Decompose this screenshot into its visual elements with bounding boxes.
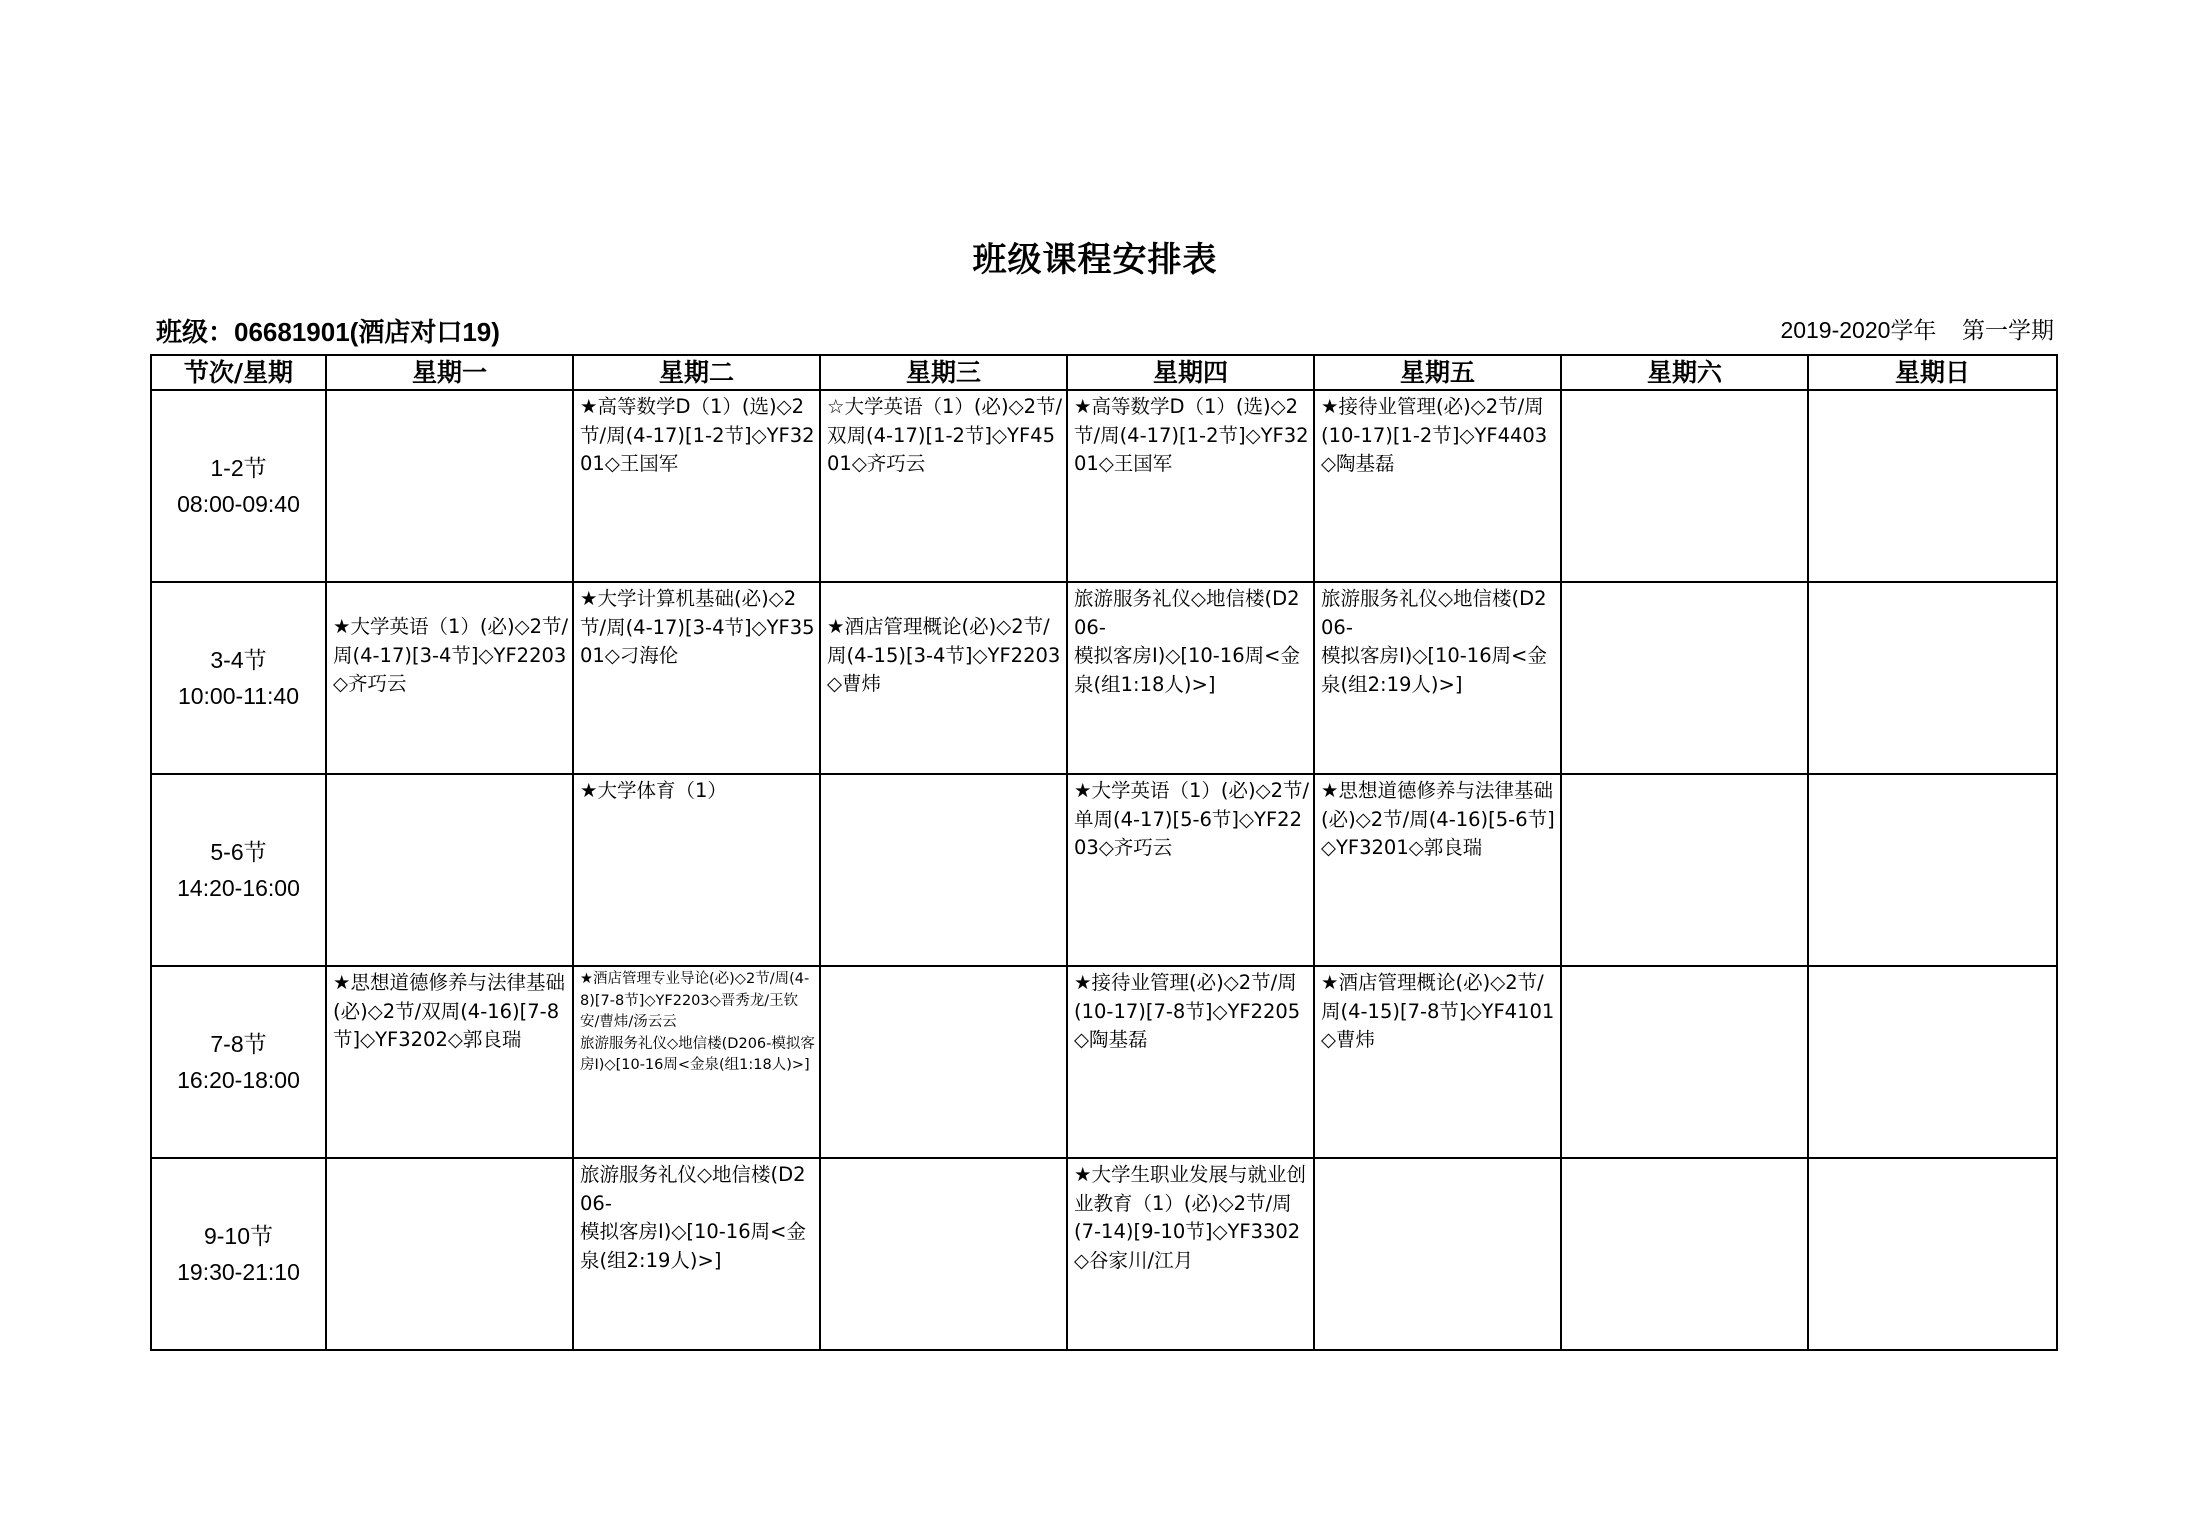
course-text: ★高等数学D（1）(选)◇2节/周(4-17)[1-2节]◇YF3201◇王国军 — [1074, 395, 1309, 475]
header-monday: 星期一 — [326, 355, 573, 390]
course-text — [1562, 391, 1807, 393]
course-cell-sat — [1561, 390, 1808, 582]
course-text: ★大学英语（1）(必)◇2节/单周(4-17)[5-6节]◇YF2203◇齐巧云 — [1074, 779, 1310, 859]
course-text — [1562, 583, 1807, 585]
period-time: 19:30-21:10 — [177, 1259, 300, 1285]
course-text — [1809, 967, 2056, 969]
course-cell-fri — [1314, 1158, 1561, 1350]
course-cell-mon — [326, 966, 573, 1158]
course-cell-wed — [820, 966, 1067, 1158]
header-thursday: 星期四 — [1067, 355, 1314, 390]
course-text — [327, 391, 572, 393]
course-text — [821, 1159, 1066, 1161]
course-text: ☆大学英语（1）(必)◇2节/双周(4-17)[1-2节]◇YF4501◇齐巧云 — [827, 395, 1063, 475]
course-cell-tue — [573, 966, 820, 1158]
course-text: ★大学英语（1）(必)◇2节/周(4-17)[3-4节]◇YF2203◇齐巧云 — [333, 615, 569, 695]
course-cell-thu — [1067, 774, 1314, 966]
header-wednesday: 星期三 — [820, 355, 1067, 390]
header-tuesday: 星期二 — [573, 355, 820, 390]
class-info: 班级：06681901(酒店对口19) — [156, 317, 500, 347]
period-label: 3-4节 — [210, 647, 267, 673]
course-cell-tue — [573, 1158, 820, 1350]
course-cell-fri — [1314, 774, 1561, 966]
course-text: ★接待业管理(必)◇2节/周(10-17)[7-8节]◇YF2205◇陶基磊 — [1074, 971, 1301, 1051]
course-text — [327, 775, 572, 777]
schedule-table — [150, 354, 2058, 1351]
course-cell-wed — [820, 1158, 1067, 1350]
course-text: ★思想道德修养与法律基础(必)◇2节/双周(4-16)[7-8节]◇YF3202◇郭良瑞 — [333, 971, 565, 1051]
course-text: ★酒店管理概论(必)◇2节/周(4-15)[7-8节]◇YF4101◇曹炜 — [1321, 971, 1555, 1051]
course-cell-wed — [820, 774, 1067, 966]
course-cell-thu — [1067, 390, 1314, 582]
course-text — [821, 967, 1066, 969]
table-row — [151, 774, 2057, 966]
course-text: ★酒店管理概论(必)◇2节/周(4-15)[3-4节]◇YF2203◇曹炜 — [827, 615, 1061, 695]
period-cell — [151, 774, 326, 966]
course-text — [1809, 583, 2056, 585]
course-cell-sun — [1808, 1158, 2057, 1350]
period-time: 16:20-18:00 — [177, 1067, 300, 1093]
course-text: 旅游服务礼仪◇地信楼(D206- 模拟客房Ⅰ)◇[10-16周<金泉(组2:19人)>] — [1321, 587, 1547, 696]
course-cell-mon — [326, 774, 573, 966]
course-text — [1562, 967, 1807, 969]
header-period: 节次/星期 — [151, 355, 326, 390]
period-label: 9-10节 — [203, 1223, 274, 1249]
course-cell-fri — [1314, 390, 1561, 582]
period-label: 7-8节 — [210, 1031, 267, 1057]
course-cell-fri — [1314, 966, 1561, 1158]
course-cell-mon — [326, 390, 573, 582]
course-cell-thu — [1067, 1158, 1314, 1350]
course-text — [1809, 391, 2056, 393]
course-text: 旅游服务礼仪◇地信楼(D206- 模拟客房Ⅰ)◇[10-16周<金泉(组1:18人)>] — [1074, 587, 1300, 696]
course-cell-fri — [1314, 582, 1561, 774]
period-label: 1-2节 — [210, 455, 267, 481]
course-text: ★大学体育（1） — [580, 779, 727, 802]
course-text: ★大学计算机基础(必)◇2节/周(4-17)[3-4节]◇YF3501◇刁海伦 — [580, 587, 815, 667]
period-time: 08:00-09:40 — [177, 491, 300, 517]
course-text: 旅游服务礼仪◇地信楼(D206- 模拟客房Ⅰ)◇[10-16周<金泉(组2:19人)>] — [580, 1163, 806, 1272]
course-text — [821, 775, 1066, 777]
course-text — [327, 1159, 572, 1161]
course-text — [1315, 1159, 1560, 1161]
header-sunday: 星期日 — [1808, 355, 2057, 390]
period-cell — [151, 582, 326, 774]
header-row — [151, 355, 2057, 390]
period-time: 10:00-11:40 — [177, 683, 300, 709]
table-row — [151, 966, 2057, 1158]
course-cell-mon — [326, 1158, 573, 1350]
course-text — [1809, 1159, 2056, 1161]
header-saturday: 星期六 — [1561, 355, 1808, 390]
course-text: ★思想道德修养与法律基础(必)◇2节/周(4-16)[5-6节]◇YF3201◇郭良瑞 — [1321, 779, 1555, 859]
table-row — [151, 582, 2057, 774]
course-text — [1809, 775, 2056, 777]
course-cell-thu — [1067, 582, 1314, 774]
course-text: ★酒店管理专业导论(必)◇2节/周(4-8)[7-8节]◇YF2203◇晋秀龙/王钦安/曹炜/汤云云 旅游服务礼仪◇地信楼(D206-模拟客房Ⅰ)◇[10-16周<金泉(组1:18人)>] — [580, 971, 815, 1073]
course-cell-sat — [1561, 966, 1808, 1158]
period-time: 14:20-16:00 — [177, 875, 300, 901]
course-cell-tue — [573, 390, 820, 582]
course-cell-tue — [573, 774, 820, 966]
course-cell-wed — [820, 582, 1067, 774]
course-text: ★大学生职业发展与就业创业教育（1）(必)◇2节/周(7-14)[9-10节]◇YF3302◇谷家川/江月 — [1074, 1163, 1306, 1272]
course-cell-sun — [1808, 582, 2057, 774]
period-label: 5-6节 — [210, 839, 267, 865]
term-info: 2019-2020学年 第一学期 — [1780, 317, 2054, 343]
period-cell — [151, 966, 326, 1158]
course-cell-thu — [1067, 966, 1314, 1158]
period-cell — [151, 1158, 326, 1350]
course-text: ★接待业管理(必)◇2节/周(10-17)[1-2节]◇YF4403◇陶基磊 — [1321, 395, 1548, 475]
course-cell-sat — [1561, 774, 1808, 966]
table-row — [151, 1158, 2057, 1350]
period-cell — [151, 390, 326, 582]
course-cell-sat — [1561, 1158, 1808, 1350]
course-cell-mon — [326, 582, 573, 774]
course-cell-sun — [1808, 390, 2057, 582]
course-cell-sun — [1808, 966, 2057, 1158]
course-text — [1562, 775, 1807, 777]
course-text — [1562, 1159, 1807, 1161]
page-title: 班级课程安排表 — [972, 240, 1218, 280]
course-cell-tue — [573, 582, 820, 774]
table-row — [151, 390, 2057, 582]
course-cell-sun — [1808, 774, 2057, 966]
header-friday: 星期五 — [1314, 355, 1561, 390]
course-cell-wed — [820, 390, 1067, 582]
course-text: ★高等数学D（1）(选)◇2节/周(4-17)[1-2节]◇YF3201◇王国军 — [580, 395, 815, 475]
course-cell-sat — [1561, 582, 1808, 774]
